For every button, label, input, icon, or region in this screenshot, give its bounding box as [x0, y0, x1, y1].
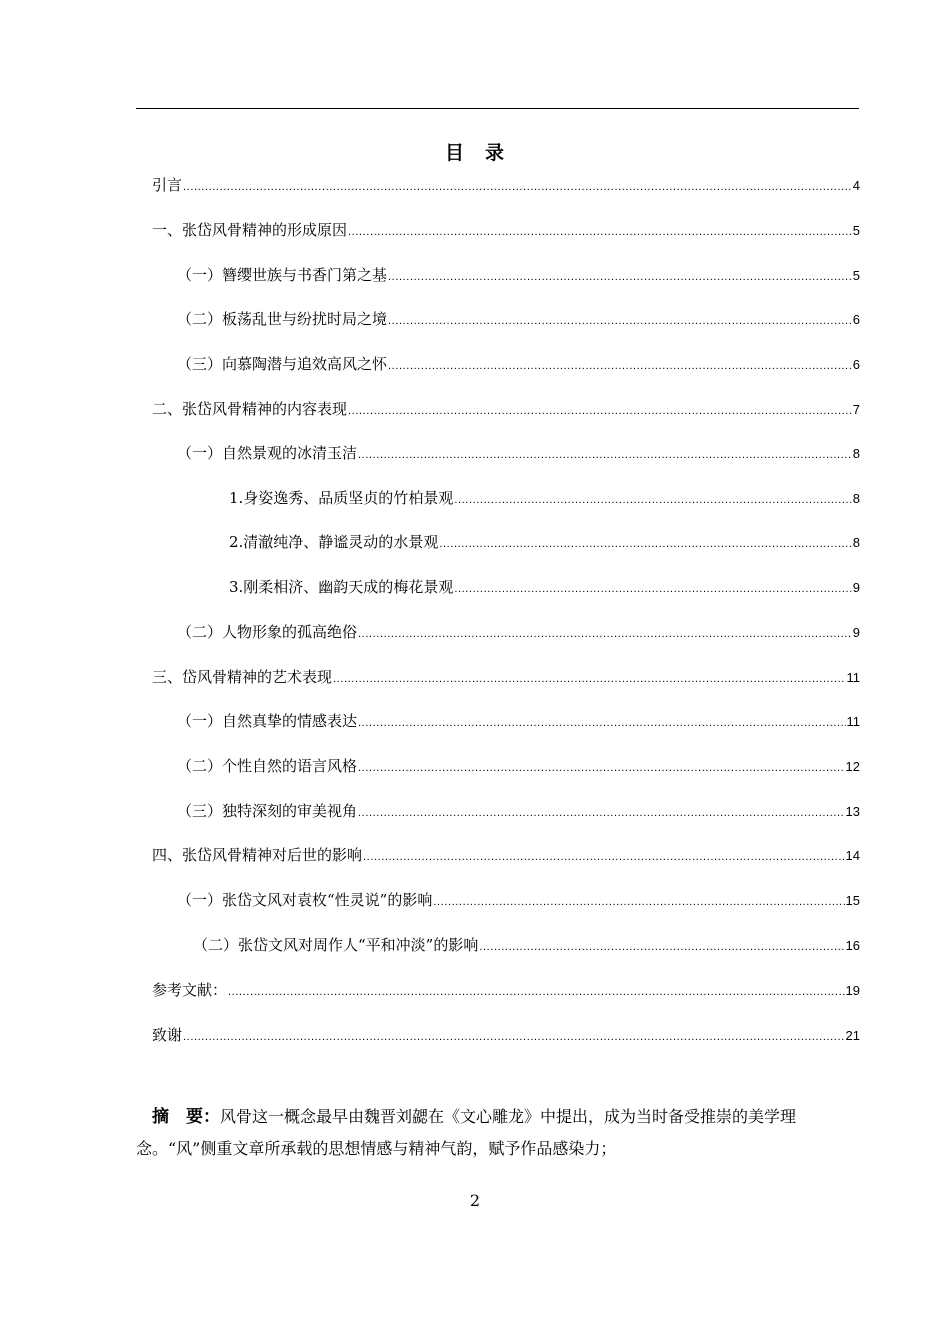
toc-entry-text: （一）张岱文风对袁枚“性灵说”的影响 [177, 891, 433, 909]
toc-entry-text: （一）簪缨世族与书香门第之基 [177, 266, 388, 284]
toc-leader-dots [454, 494, 851, 506]
toc-entry-text: （三）独特深刻的审美视角 [177, 802, 358, 820]
toc-entry-page: 11 [846, 714, 860, 729]
toc-leader-dots [183, 181, 852, 193]
toc-entry-page: 15 [845, 893, 860, 908]
toc-leader-dots [439, 538, 851, 550]
toc-entry-page: 14 [845, 848, 860, 863]
toc-leader-dots [358, 762, 845, 774]
toc-leader-dots [388, 360, 852, 372]
abstract-label: 摘 要： [152, 1107, 220, 1127]
toc-leader-dots [348, 405, 852, 417]
toc-entry-page: 9 [852, 625, 860, 640]
toc-entry[interactable] [152, 666, 860, 690]
toc-entry[interactable] [229, 576, 860, 600]
toc-entry[interactable] [152, 219, 860, 243]
toc-entry[interactable] [152, 979, 860, 1003]
toc-entry-page: 7 [852, 402, 860, 417]
toc-entry[interactable] [152, 174, 860, 198]
toc-leader-dots [363, 851, 845, 863]
toc-entry[interactable] [177, 353, 860, 377]
toc-entry-page: 5 [852, 268, 860, 283]
toc-entry-page: 4 [852, 178, 860, 193]
toc-entry-text: 引言 [152, 176, 183, 194]
toc-entry-page: 6 [852, 357, 860, 372]
toc-entry-page: 21 [845, 1028, 860, 1043]
toc-leader-dots [388, 315, 852, 327]
toc-entry[interactable] [177, 889, 860, 913]
toc-entry-text: （二）张岱文风对周作人“平和冲淡”的影响 [193, 936, 479, 954]
toc-entry[interactable] [177, 710, 860, 734]
toc-entry[interactable] [177, 442, 860, 466]
header-rule [136, 108, 859, 109]
toc-entry[interactable] [177, 264, 860, 288]
toc-entry-page: 6 [852, 312, 860, 327]
toc-leader-dots [333, 673, 845, 685]
toc-entry[interactable] [177, 308, 860, 332]
toc-entry-page: 12 [845, 759, 860, 774]
toc-entry[interactable] [193, 934, 860, 958]
toc-leader-dots [348, 226, 852, 238]
toc-entry-text: 致谢 [152, 1026, 183, 1044]
toc-entry[interactable] [177, 621, 860, 645]
toc-entry[interactable] [177, 755, 860, 779]
toc-entry-text: （一）自然景观的冰清玉洁 [177, 444, 358, 462]
toc-entry[interactable] [152, 1024, 860, 1048]
toc-leader-dots [454, 583, 851, 595]
toc-entry-text: （二）个性自然的语言风格 [177, 757, 358, 775]
toc-entry-text: 二、张岱风骨精神的内容表现 [152, 400, 348, 418]
toc-leader-dots [183, 1031, 845, 1043]
toc-entry-page: 8 [852, 446, 860, 461]
abstract-paragraph [136, 1101, 862, 1165]
toc-entry-text: 1.身姿逸秀、品质坚贞的竹柏景观 [229, 489, 454, 507]
toc-entry-text: （三）向慕陶潜与追效高风之怀 [177, 355, 388, 373]
toc-entry-text: （一）自然真挚的情感表达 [177, 712, 358, 730]
toc-entry-text: 2.清澈纯净、静谧灵动的水景观 [229, 533, 439, 551]
toc-entry-page: 13 [845, 804, 860, 819]
toc-entry-text: 三、岱风骨精神的艺术表现 [152, 668, 333, 686]
toc-entry-text: 一、张岱风骨精神的形成原因 [152, 221, 348, 239]
toc-entry[interactable] [177, 800, 860, 824]
toc-leader-dots [358, 628, 852, 640]
toc-title: 目 录 [444, 142, 505, 164]
toc-leader-dots [358, 449, 852, 461]
toc-entry[interactable] [229, 531, 860, 555]
toc-entry-text: 参考文献： [152, 981, 228, 999]
toc-entry[interactable] [152, 844, 860, 868]
toc-entry-page: 11 [846, 670, 860, 685]
toc-entry[interactable] [229, 487, 860, 511]
abstract-text: 风骨这一概念最早由魏晋刘勰在《文心雕龙》中提出，成为当时备受推崇的美学理念。“风”侧重文章所承载的思想情感与精神气韵，赋予作品感染力； [136, 1107, 797, 1158]
page-number: 2 [469, 1191, 481, 1210]
toc-entry-page: 5 [852, 223, 860, 238]
toc-leader-dots [479, 941, 844, 953]
toc-leader-dots [358, 717, 845, 729]
toc-leader-dots [388, 271, 852, 283]
toc-entry[interactable] [152, 398, 860, 422]
toc-entry-text: （二）板荡乱世与纷扰时局之境 [177, 310, 388, 328]
toc-entry-page: 16 [845, 938, 860, 953]
toc-entry-text: 四、张岱风骨精神对后世的影响 [152, 846, 363, 864]
toc-entry-page: 8 [852, 535, 860, 550]
toc-entry-page: 8 [852, 491, 860, 506]
toc-entry-page: 9 [852, 580, 860, 595]
toc-leader-dots [358, 807, 845, 819]
toc-entry-text: 3.刚柔相济、幽韵天成的梅花景观 [229, 578, 454, 596]
toc-entry-page: 19 [845, 983, 860, 998]
toc-leader-dots [228, 986, 845, 998]
toc-entry-text: （二）人物形象的孤高绝俗 [177, 623, 358, 641]
toc-leader-dots [433, 896, 844, 908]
